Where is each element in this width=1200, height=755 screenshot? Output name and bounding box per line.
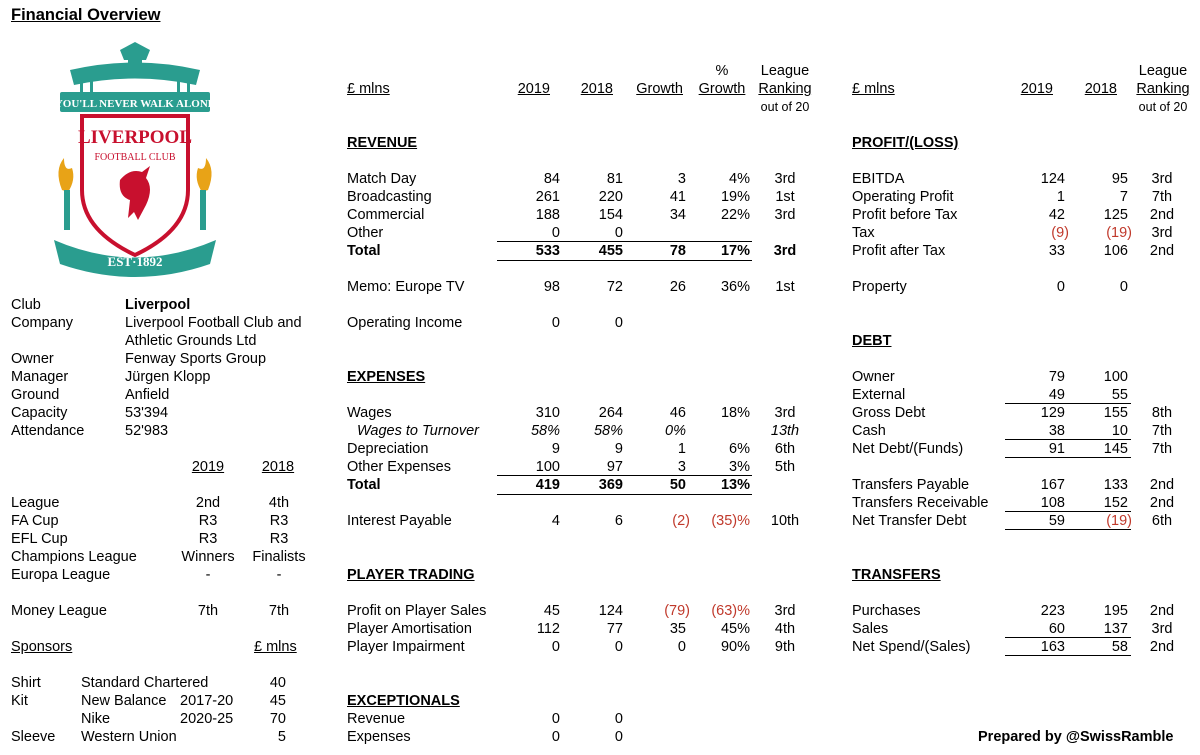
- val-2019: 45: [543, 603, 560, 619]
- val-2018: 152: [1103, 495, 1128, 511]
- info-value: Athletic Grounds Ltd: [125, 333, 257, 349]
- info-label: Ground: [11, 387, 60, 403]
- mid-rank-header: Ranking: [758, 81, 812, 97]
- row-label: Depreciation: [347, 441, 429, 457]
- val-pct: 18%: [720, 405, 750, 421]
- exceptionals-heading: EXCEPTIONALS: [347, 693, 460, 709]
- row-label: Transfers Payable: [852, 477, 970, 493]
- val-2019: 0: [551, 315, 560, 331]
- info-value: Liverpool: [125, 297, 191, 313]
- transfers-heading: TRANSFERS: [852, 567, 941, 583]
- val-2019: 0: [551, 711, 560, 727]
- val-2018: 195: [1103, 603, 1128, 619]
- val-2019: 38: [1048, 423, 1065, 439]
- mid-rank-sub: out of 20: [760, 100, 810, 114]
- subtotal-rule: [1005, 457, 1131, 458]
- val-rank: 3rd: [1151, 171, 1173, 187]
- row-label: Expenses: [347, 729, 411, 745]
- val-2018: 58: [1111, 639, 1128, 655]
- info-value: Anfield: [125, 387, 170, 403]
- val-growth: 0%: [665, 423, 686, 439]
- comp-2019: 7th: [197, 603, 219, 619]
- right-rank-top: League: [1138, 63, 1188, 79]
- val-rank: 7th: [1151, 441, 1173, 457]
- right-unit-header: £ mlns: [852, 81, 895, 97]
- val-growth: 3: [677, 171, 686, 187]
- row-label: Tax: [852, 225, 875, 241]
- val-2018: 100: [1103, 369, 1128, 385]
- row-label: Wages to Turnover: [357, 423, 479, 439]
- mid-unit-header: £ mlns: [347, 81, 390, 97]
- row-label: Transfers Receivable: [852, 495, 989, 511]
- val-rank: 2nd: [1149, 477, 1175, 493]
- val-2018: 72: [606, 279, 623, 295]
- val-2019: 310: [535, 405, 560, 421]
- val-2019: 223: [1040, 603, 1065, 619]
- sponsor-type: Shirt: [11, 675, 41, 691]
- val-pct: (35)%: [711, 513, 750, 529]
- val-2018: 81: [606, 171, 623, 187]
- val-2018: 7: [1119, 189, 1128, 205]
- sponsor-value: 70: [269, 711, 286, 727]
- right-2019-header: 2019: [1020, 81, 1053, 97]
- val-2018: 106: [1103, 243, 1128, 259]
- info-value: 53'394: [125, 405, 169, 421]
- row-label: Purchases: [852, 603, 921, 619]
- mid-pct-top: %: [715, 63, 729, 79]
- val-2019: 129: [1040, 405, 1065, 421]
- val-2018: (19): [1106, 513, 1132, 529]
- val-2019: 84: [543, 171, 560, 187]
- mid-2019-header: 2019: [517, 81, 550, 97]
- row-label: Player Impairment: [347, 639, 465, 655]
- sponsor-type: Kit: [11, 693, 28, 709]
- val-growth: (2): [672, 513, 690, 529]
- val-rank: 8th: [1151, 405, 1173, 421]
- val-rank: 3rd: [774, 207, 796, 223]
- val-2019: 9: [551, 441, 560, 457]
- val-2019: 533: [535, 243, 560, 259]
- val-rank: 3rd: [774, 405, 796, 421]
- val-2018: 455: [598, 243, 623, 259]
- val-growth: 46: [669, 405, 686, 421]
- val-2019: 58%: [530, 423, 560, 439]
- info-value: Fenway Sports Group: [125, 351, 267, 367]
- val-2018: 97: [606, 459, 623, 475]
- val-2019: 59: [1048, 513, 1065, 529]
- comp-label: Europa League: [11, 567, 111, 583]
- val-pct: 17%: [720, 243, 750, 259]
- val-growth: 78: [669, 243, 686, 259]
- row-label: Operating Income: [347, 315, 463, 331]
- row-label: Gross Debt: [852, 405, 926, 421]
- val-2019: 4: [551, 513, 560, 529]
- val-rank: 10th: [770, 513, 800, 529]
- page-title: Financial Overview: [11, 6, 161, 24]
- val-rank: 7th: [1151, 423, 1173, 439]
- info-label: Owner: [11, 351, 54, 367]
- val-growth: 3: [677, 459, 686, 475]
- val-pct: (63)%: [711, 603, 750, 619]
- val-2019: 98: [543, 279, 560, 295]
- val-2019: 33: [1048, 243, 1065, 259]
- subtotal-rule: [1005, 529, 1131, 530]
- val-2018: 220: [598, 189, 623, 205]
- val-growth: 41: [669, 189, 686, 205]
- val-pct: 22%: [720, 207, 750, 223]
- mid-2018-header: 2018: [580, 81, 613, 97]
- val-2019: 163: [1040, 639, 1065, 655]
- val-pct: 36%: [720, 279, 750, 295]
- val-rank: 9th: [774, 639, 796, 655]
- val-2019: 60: [1048, 621, 1065, 637]
- footer-credit: Prepared by @SwissRamble: [978, 729, 1174, 745]
- val-rank: 1st: [775, 189, 795, 205]
- row-label: Commercial: [347, 207, 425, 223]
- comp-2018: 4th: [268, 495, 290, 511]
- row-label: Interest Payable: [347, 513, 452, 529]
- sponsor-period: 2020-25: [180, 711, 234, 727]
- info-label: Club: [11, 297, 41, 313]
- val-2018: 0: [614, 711, 623, 727]
- comp-2019: R3: [198, 513, 218, 529]
- comp-2019: Winners: [181, 549, 235, 565]
- row-label: Wages: [347, 405, 392, 421]
- val-2019: 0: [1056, 279, 1065, 295]
- crest-subname: FOOTBALL CLUB: [94, 152, 176, 163]
- val-growth: 34: [669, 207, 686, 223]
- val-pct: 13%: [720, 477, 750, 493]
- comp-2018: 7th: [268, 603, 290, 619]
- comp-label: Champions League: [11, 549, 137, 565]
- val-rank: 2nd: [1149, 639, 1175, 655]
- val-2018: 6: [614, 513, 623, 529]
- val-2018: 264: [598, 405, 623, 421]
- val-pct: 6%: [729, 441, 750, 457]
- row-label: Total: [347, 243, 381, 259]
- row-label: Revenue: [347, 711, 406, 727]
- val-2019: (9): [1051, 225, 1069, 241]
- sponsor-name: Standard Chartered: [81, 675, 209, 691]
- val-2019: 0: [551, 639, 560, 655]
- comp-2019: -: [205, 567, 211, 583]
- val-2018: 137: [1103, 621, 1128, 637]
- val-2019: 1: [1056, 189, 1065, 205]
- row-label: Profit on Player Sales: [347, 603, 487, 619]
- comp-year-2019: 2019: [191, 459, 225, 475]
- val-growth: 26: [669, 279, 686, 295]
- val-rank: 5th: [774, 459, 796, 475]
- val-2019: 79: [1048, 369, 1065, 385]
- val-pct: 45%: [720, 621, 750, 637]
- row-label: EBITDA: [852, 171, 905, 187]
- comp-2018: R3: [269, 513, 289, 529]
- sponsor-value: 40: [269, 675, 286, 691]
- sponsor-name: Western Union: [81, 729, 177, 745]
- revenue-heading: REVENUE: [347, 135, 418, 151]
- sponsors-heading: Sponsors: [11, 639, 73, 655]
- right-2018-header: 2018: [1084, 81, 1117, 97]
- val-2018: (19): [1106, 225, 1132, 241]
- val-growth: 50: [669, 477, 686, 493]
- val-rank: 3rd: [1151, 621, 1173, 637]
- row-label: Other: [347, 225, 384, 241]
- sponsor-type: Sleeve: [11, 729, 56, 745]
- val-rank: 4th: [774, 621, 796, 637]
- sponsor-value: 45: [269, 693, 286, 709]
- val-2019: 108: [1040, 495, 1065, 511]
- val-rank: 3rd: [773, 243, 797, 259]
- val-pct: 3%: [729, 459, 750, 475]
- val-rank: 6th: [774, 441, 796, 457]
- expenses-heading: EXPENSES: [347, 369, 426, 385]
- val-2019: 419: [535, 477, 560, 493]
- val-2018: 0: [614, 315, 623, 331]
- val-2018: 0: [614, 225, 623, 241]
- row-label: Profit after Tax: [852, 243, 946, 259]
- row-label: Player Amortisation: [347, 621, 472, 637]
- val-rank: 2nd: [1149, 603, 1175, 619]
- val-2018: 124: [598, 603, 623, 619]
- val-2019: 0: [551, 729, 560, 745]
- row-label: Owner: [852, 369, 895, 385]
- comp-2019: 2nd: [195, 495, 221, 511]
- comp-year-2018: 2018: [261, 459, 295, 475]
- crest-motto: YOU'LL NEVER WALK ALONE: [54, 98, 216, 110]
- row-label: Other Expenses: [347, 459, 451, 475]
- sponsor-period: 2017-20: [180, 693, 234, 709]
- val-growth: 1: [677, 441, 686, 457]
- val-2018: 369: [598, 477, 623, 493]
- row-label: External: [852, 387, 906, 403]
- row-label: Net Debt/(Funds): [852, 441, 964, 457]
- row-label: Broadcasting: [347, 189, 432, 205]
- val-growth: (79): [664, 603, 690, 619]
- val-rank: 3rd: [1151, 225, 1173, 241]
- mid-growth-header: Growth: [636, 81, 683, 97]
- val-rank: 1st: [775, 279, 795, 295]
- val-2018: 125: [1103, 207, 1128, 223]
- info-label: Manager: [11, 369, 69, 385]
- val-2019: 91: [1048, 441, 1065, 457]
- mid-pct-header: Growth: [698, 81, 746, 97]
- val-2018: 145: [1103, 441, 1128, 457]
- info-value: Liverpool Football Club and: [125, 315, 302, 331]
- val-2018: 133: [1103, 477, 1128, 493]
- info-label: Capacity: [11, 405, 68, 421]
- profit-heading: PROFIT/(LOSS): [852, 135, 959, 151]
- comp-label: FA Cup: [11, 513, 59, 529]
- row-label: Cash: [852, 423, 886, 439]
- right-rank-header: Ranking: [1136, 81, 1190, 97]
- comp-label: EFL Cup: [11, 531, 68, 547]
- val-2018: 10: [1111, 423, 1128, 439]
- val-2019: 188: [535, 207, 560, 223]
- val-rank: 2nd: [1149, 207, 1175, 223]
- row-label: Total: [347, 477, 381, 493]
- subtotal-rule: [1005, 655, 1131, 656]
- val-rank: 13th: [770, 423, 800, 439]
- row-label: Sales: [852, 621, 889, 637]
- val-rank: 7th: [1151, 189, 1173, 205]
- total-rule: [497, 494, 752, 495]
- info-label: Attendance: [11, 423, 85, 439]
- val-2018: 154: [598, 207, 623, 223]
- crest-name: LIVERPOOL: [77, 127, 193, 148]
- val-rank: 6th: [1151, 513, 1173, 529]
- sponsors-unit: £ mlns: [254, 639, 297, 655]
- sponsor-value: 5: [277, 729, 286, 745]
- mid-rank-top: League: [760, 63, 810, 79]
- comp-label: League: [11, 495, 60, 511]
- val-2019: 112: [536, 621, 560, 637]
- val-2018: 55: [1111, 387, 1128, 403]
- player-trading-heading: PLAYER TRADING: [347, 567, 475, 583]
- comp-2018: Finalists: [252, 549, 306, 565]
- total-rule: [497, 260, 752, 261]
- row-label: Memo: Europe TV: [347, 279, 465, 295]
- sponsor-name: New Balance: [81, 693, 167, 709]
- val-2018: 95: [1111, 171, 1128, 187]
- val-2019: 49: [1048, 387, 1065, 403]
- val-pct: 90%: [720, 639, 750, 655]
- val-2019: 100: [535, 459, 560, 475]
- val-2018: 0: [1119, 279, 1128, 295]
- comp-2018: R3: [269, 531, 289, 547]
- row-label: Net Transfer Debt: [852, 513, 967, 529]
- info-value: Jürgen Klopp: [125, 369, 211, 385]
- val-rank: 2nd: [1149, 243, 1175, 259]
- row-label: Operating Profit: [852, 189, 954, 205]
- comp-2019: R3: [198, 531, 218, 547]
- val-2019: 42: [1048, 207, 1065, 223]
- val-2019: 0: [551, 225, 560, 241]
- val-2018: 155: [1103, 405, 1128, 421]
- val-2019: 261: [535, 189, 560, 205]
- val-rank: 2nd: [1149, 495, 1175, 511]
- info-label: Company: [11, 315, 74, 331]
- val-2018: 9: [614, 441, 623, 457]
- sponsor-name: Nike: [81, 711, 111, 727]
- row-label: Net Spend/(Sales): [852, 639, 971, 655]
- right-rank-sub: out of 20: [1138, 100, 1188, 114]
- row-label: Profit before Tax: [852, 207, 958, 223]
- val-2019: 124: [1040, 171, 1065, 187]
- val-2018: 77: [606, 621, 623, 637]
- crest-est: EST·1892: [107, 254, 163, 269]
- comp-label: Money League: [11, 603, 107, 619]
- val-2018: 0: [614, 729, 623, 745]
- comp-2018: -: [276, 567, 282, 583]
- val-pct: 4%: [729, 171, 750, 187]
- club-crest: [50, 40, 220, 280]
- val-2019: 167: [1040, 477, 1065, 493]
- info-value: 52'983: [125, 423, 169, 439]
- val-growth: 0: [677, 639, 686, 655]
- row-label: Match Day: [347, 171, 417, 187]
- val-2018: 58%: [593, 423, 623, 439]
- val-rank: 3rd: [774, 603, 796, 619]
- val-pct: 19%: [720, 189, 750, 205]
- val-2018: 0: [614, 639, 623, 655]
- val-growth: 35: [669, 621, 686, 637]
- debt-heading: DEBT: [852, 333, 892, 349]
- val-rank: 3rd: [774, 171, 796, 187]
- row-label: Property: [852, 279, 907, 295]
